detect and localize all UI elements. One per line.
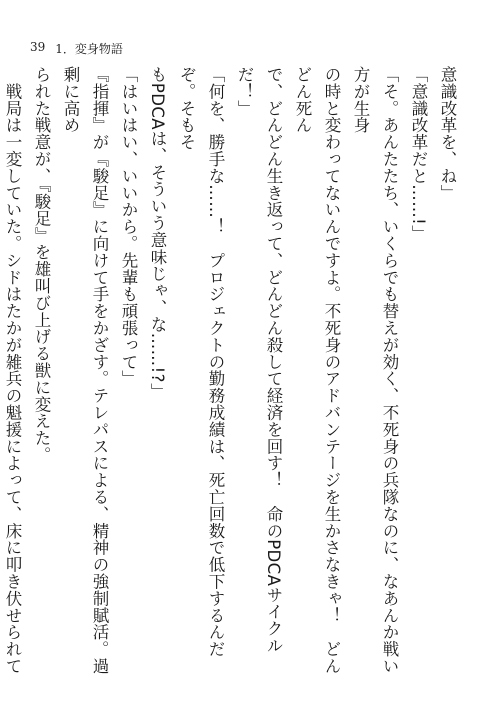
text-line: 「そ。あんたたち、いくらでも替えが効く、不死身の兵隊なのに、なあんか戦い方が生身 xyxy=(351,66,399,675)
page-header xyxy=(30,40,123,57)
text-line: 「はいはい、いいから。先輩も頑張って」 xyxy=(119,66,138,388)
text-line: 意識改革を、ね」 xyxy=(438,66,457,202)
text-line: られた戦意が、『駿足』を雄叫び上げる獣に変えた。 xyxy=(32,66,51,464)
text-line: の時と変わってないんですよ。不死身のアドバンテージを生かさなきゃ！ どんどん死ん xyxy=(293,66,341,675)
text-line: 「意識改革だと……!」 xyxy=(409,66,428,243)
text-line: で、どんどん生き返って、どんどん殺して経済を回す！ 命のPDCAサイクルだ！」 xyxy=(235,66,283,654)
text-line: 戦局は一変していた。シドはたかが雑兵の魁援によって、床に叩き伏せられて xyxy=(3,82,22,675)
text-line: 『指揮』が『駿足』に向けて手をかざす。テレパスによる、精神の強制賦活。過剰に高め xyxy=(61,66,109,675)
chapter-title: 1．変身物語 xyxy=(55,42,123,56)
text-line: もPDCAは、そういう意味じゃ、な……!?」 xyxy=(148,66,167,400)
page-number: 39 xyxy=(30,40,46,54)
text-line: 「何を、勝手な……！ プロジェクトの勤務成績は、死亡回数で低下するんだぞ。そもそ xyxy=(177,66,225,658)
body-text xyxy=(0,66,462,686)
